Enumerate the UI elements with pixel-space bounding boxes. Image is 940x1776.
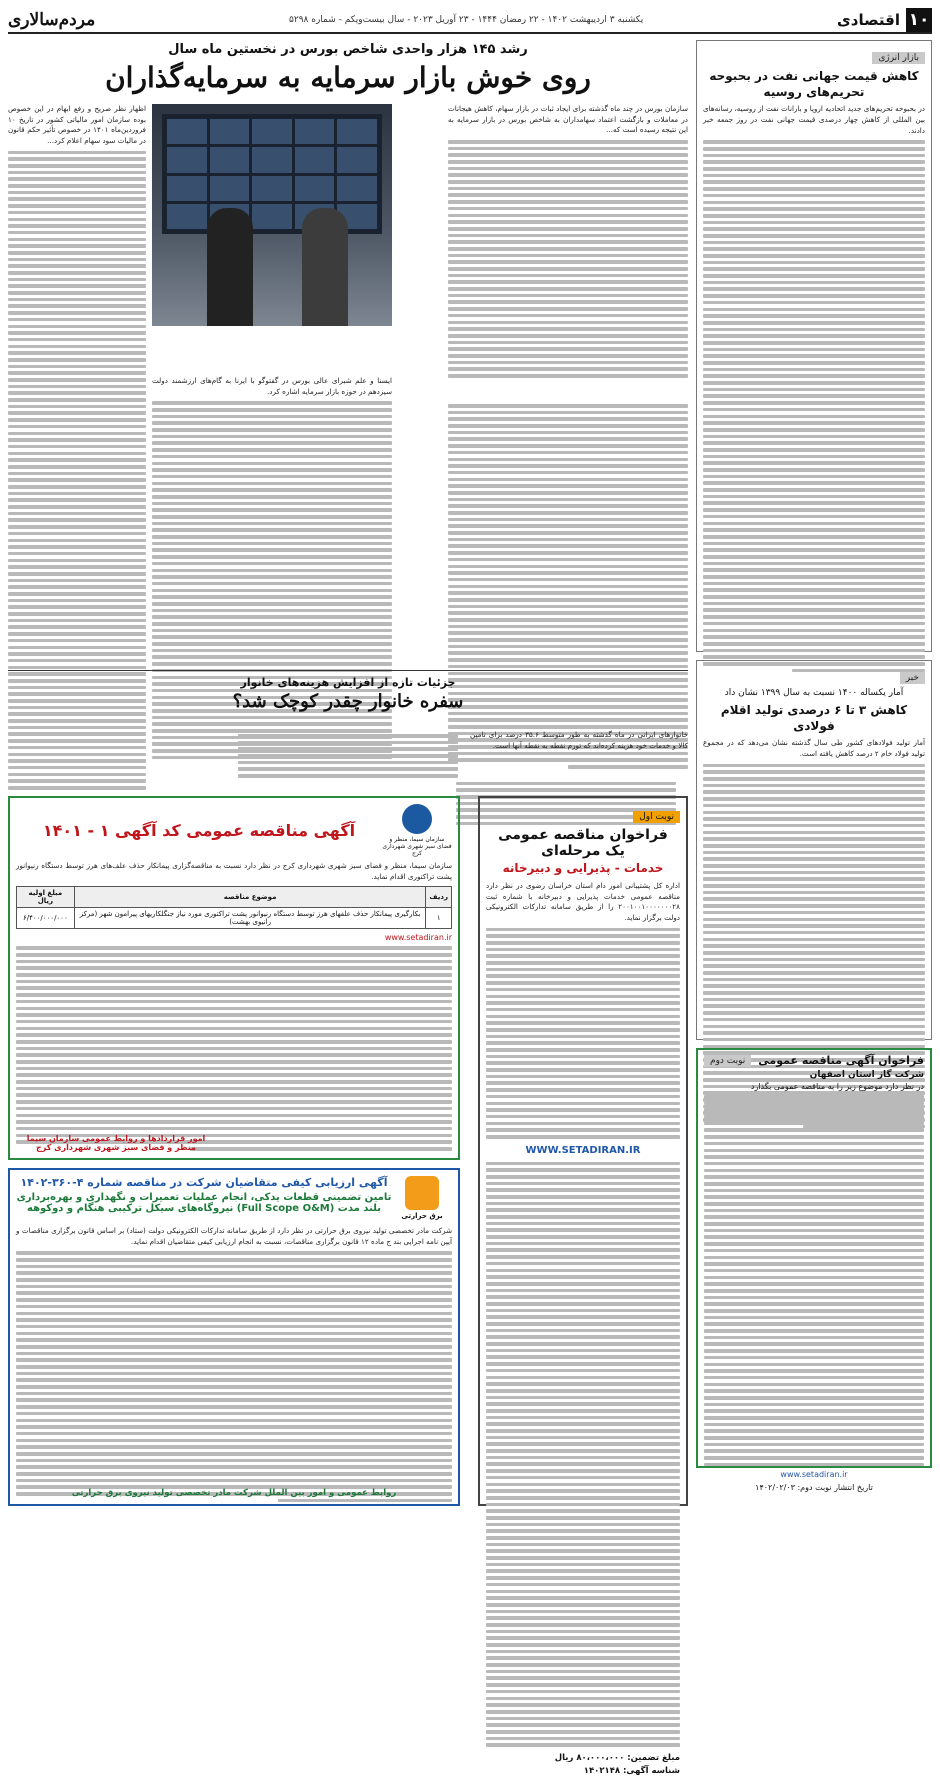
household-kicker: جزئیات تازه از افزایش هزینه‌های خانوار (240, 676, 456, 689)
power-icon (405, 1176, 439, 1210)
article-lead: آمار تولید فولاد‌های کشور طی سال گذشته نشان می‌دهد که در مجموع تولید فولاد خام ۲ درصد کاهش یافته است. (703, 738, 925, 759)
col-deposit-header: مبلغ اولیه ریال (17, 887, 75, 908)
right-column (696, 40, 932, 1493)
cell-row: ۱ (426, 908, 452, 929)
ad-title: فراخوان آگهی مناقصه عمومی (758, 1054, 924, 1067)
household-headline: سفره خانوار چقدر کوچک شد؟ (232, 691, 464, 712)
ad-title: آگهی ارزیابی کیفی متقاضیان شرکت در مناقصه شماره ۴-۳۶۰-۱۴۰۲ (20, 1176, 388, 1189)
category-tag: خبر (900, 672, 925, 684)
story-col-lower-mid (152, 376, 392, 666)
ad-org: سازمان سیما، منظر و فضای سبز شهری شهرداری کرج (382, 836, 452, 857)
paper-name: مردم‌سالاری (8, 10, 96, 30)
col-row-header: ردیف (426, 887, 452, 908)
ad-body-lines (486, 1162, 680, 1747)
ad-body: اداره کل پشتیبانی امور دام استان خراسان رضوی در نظر دارد مناقصه عمومی خدمات پذیرایی و دبیرخانه با شماره ثبت ۲۰۰۱۰۰۱۰۰۰۰۰۰۰۲۸ را از طریق سامانه تدارکات الکترونیکی دولت برگزار نماید. (486, 881, 680, 922)
story-text: سازمان بورس در چند ماه گذشته برای ایجاد ثبات در بازار سهام، کاهش هیجانات در معاملات و بازگشت اعتماد سهامداران به شاخص بورس در بازار سرمایه به این نتیجه رسیده است که... (448, 104, 688, 135)
col-subject-header: موضوع مناقصه (74, 887, 426, 908)
ad-footer: روابط عمومی و امور بین الملل شرکت مادر تخصصی تولید نیروی برق حرارتی (71, 1488, 397, 1498)
story-col-left (8, 104, 146, 664)
section-divider (8, 670, 688, 671)
ad-footer: امور قراردادها و روابط عمومی سازمان سیما منظر و فضای سبز شهری شهرداری کرج (26, 1134, 206, 1152)
table-row (17, 908, 452, 929)
section-header (837, 8, 932, 32)
story-text: اظهار نظر صریح و رفع ابهام در این خصوص بوده سازمان امور مالیاتی کشور در تاریخ ۱۰ فروردین‌ماه ۱۴۰۱ در خصوص تأثیر حکم قانون در مالیات سود سهام اعلام کرد... (8, 104, 146, 145)
ad-badge: نوبت اول (633, 811, 680, 823)
article-title: کاهش ۳ تا ۶ درصدی تولید اقلام فولادی (720, 703, 908, 734)
story-body (448, 140, 688, 378)
ad-body-lines (16, 946, 452, 1150)
isfahan-gas-ad (696, 1048, 932, 1493)
ad-body-lines (16, 1251, 452, 1502)
ad-website-link[interactable]: www.setadiran.ir (780, 1470, 848, 1480)
article-body (703, 140, 925, 672)
ad-title: فراخوان مناقصه عمومی یک مرحله‌ای (498, 827, 668, 859)
ad-website-link[interactable]: www.setadiran.ir (384, 933, 452, 943)
article-kicker: آمار یکساله ۱۴۰۰ نسبت به سال ۱۳۹۹ نشان داد (724, 688, 904, 698)
ad-company: شرکت گاز استان اصفهان (809, 1070, 924, 1080)
household-body (8, 730, 688, 790)
ad-intro: سازمان سیما، منظر و فضای سبز شهری شهرداری کرج در نظر دارد نسبت به مناقصه‌گزاری پیمانکار حذف علف‌های هرز توسط دستگاه رنیوانور پشت تراکتوری اقدام نماید. (16, 861, 452, 881)
story-col-lower-right (448, 400, 688, 660)
tender-table (16, 886, 452, 929)
household-text: خانوارهای ایرانی در ماه گذشته به طور متوسط ۳۵.۶ درصد برای تامین کالا و خدمات خود هزینه کرده‌اند که تورم نقطه به نقطه آنها است. (470, 730, 689, 750)
ad-body-lines (486, 928, 680, 1139)
ad-subject: در نظر دارد موضوع زیر را به مناقصه عمومی بگذارد (750, 1082, 924, 1091)
page-number: ۱۰ (906, 8, 932, 32)
section-name: اقتصادی (837, 11, 900, 29)
story-text: ایسنا و علم شبرای عالی بورس در گفتوگو با ایرنا به گام‌های ارزشمند دولت سیزدهم در حوزه بازار سرمایه اشاره کرد. (152, 376, 392, 396)
ad-body (704, 1095, 924, 1466)
logo-text: برق حرارتی (401, 1212, 443, 1220)
emblem-icon (402, 804, 432, 834)
article-title: کاهش قیمت جهانی نفت در بحبوحه تحریم‌های روسیه (709, 69, 919, 100)
ad-deposit: مبلغ تضمین: ۸۰،۰۰۰،۰۰۰ ریال (554, 1752, 680, 1763)
masthead (8, 8, 932, 34)
category-tag: بازار انرژی (872, 52, 925, 64)
tavanir-logo (392, 1176, 452, 1220)
ad-website-link[interactable]: WWW.SETADIRAN.IR (525, 1144, 641, 1156)
stock-exchange-photo (152, 104, 392, 326)
ad-footer: تاریخ انتشار نوبت دوم: ۱۴۰۲/۰۲/۰۳ (755, 1483, 873, 1493)
cell-subject: بکارگیری پیمانکار حذف علفهای هرز توسط دستگاه رنیوانور پشت تراکتوری مورد نیاز جنگلکاریهای پیرامون شهر (مرکز رانیوی بهشت) (74, 908, 426, 929)
main-area (8, 40, 689, 1776)
cell-amount: ۶/۴۰۰/۰۰۰/۰۰۰ (17, 908, 75, 929)
household-header (8, 676, 688, 712)
dateline: یکشنبه ۳ اردیبهشت ۱۴۰۲ - ۲۲ رمضان ۱۴۴۴ - ۲۳ آوریل ۲۰۲۳ - سال بیست‌ویکم - شماره ۵۲۹۸ (289, 15, 644, 25)
ad-subtitle: خدمات - پذیرایی و دبیرخانه (502, 861, 664, 875)
ad-subtitle: تامین تضمینی قطعات یدکی، انجام عملیات تعمیرات و نگهداری و بهره‌برداری بلند مدت (Full Scope O&M) نیروگاه‌های سیکل ترکیبی هنگام و دوکوهه (16, 1192, 392, 1214)
story-body (448, 404, 688, 769)
ad-notice-id: شناسه آگهی: ۱۴۰۲۱۴۸ (583, 1765, 680, 1776)
story-col-right (448, 104, 688, 394)
article-lead: در بحبوحه تحریم‌های جدید اتحادیه اروپا و بارانات نفت از روسیه، رسانه‌های بین المللی از کاهش چهار درصدی قیمت جهانی نفت در روز جمعه خبر دادند. (703, 104, 925, 135)
karaj-logo (382, 804, 452, 857)
main-kicker: رشد ۱۴۵ هزار واحدی شاخص بورس در نخستین ماه سال (168, 42, 528, 57)
steel-article (696, 660, 932, 1040)
oil-article (696, 40, 932, 652)
ad-title: آگهی مناقصه عمومی کد آگهی ۱ - ۱۴۰۱ (42, 821, 356, 840)
tavanir-tender-ad (8, 1168, 460, 1506)
khorasan-tender-ad (478, 796, 688, 1776)
main-headline: روی خوش بازار سرمایه به سرمایه‌گذاران (105, 61, 591, 94)
ad-badge: نوبت دوم (704, 1055, 751, 1067)
karaj-tender-ad (8, 796, 460, 1160)
ad-body: شرکت مادر تخصصی تولید نیروی برق حرارتی در نظر دارد از طریق سامانه تدارکات الکترونیکی دولت (ستاد) بر اساس قانون برگزاری مناقصات و آیین نامه اجرایی بند ج ماده ۱۲ قانون برگزاری مناقصات، نسبت به انجام ارزیابی کیفی متقاضیان اقدام نماید. (16, 1226, 452, 1246)
